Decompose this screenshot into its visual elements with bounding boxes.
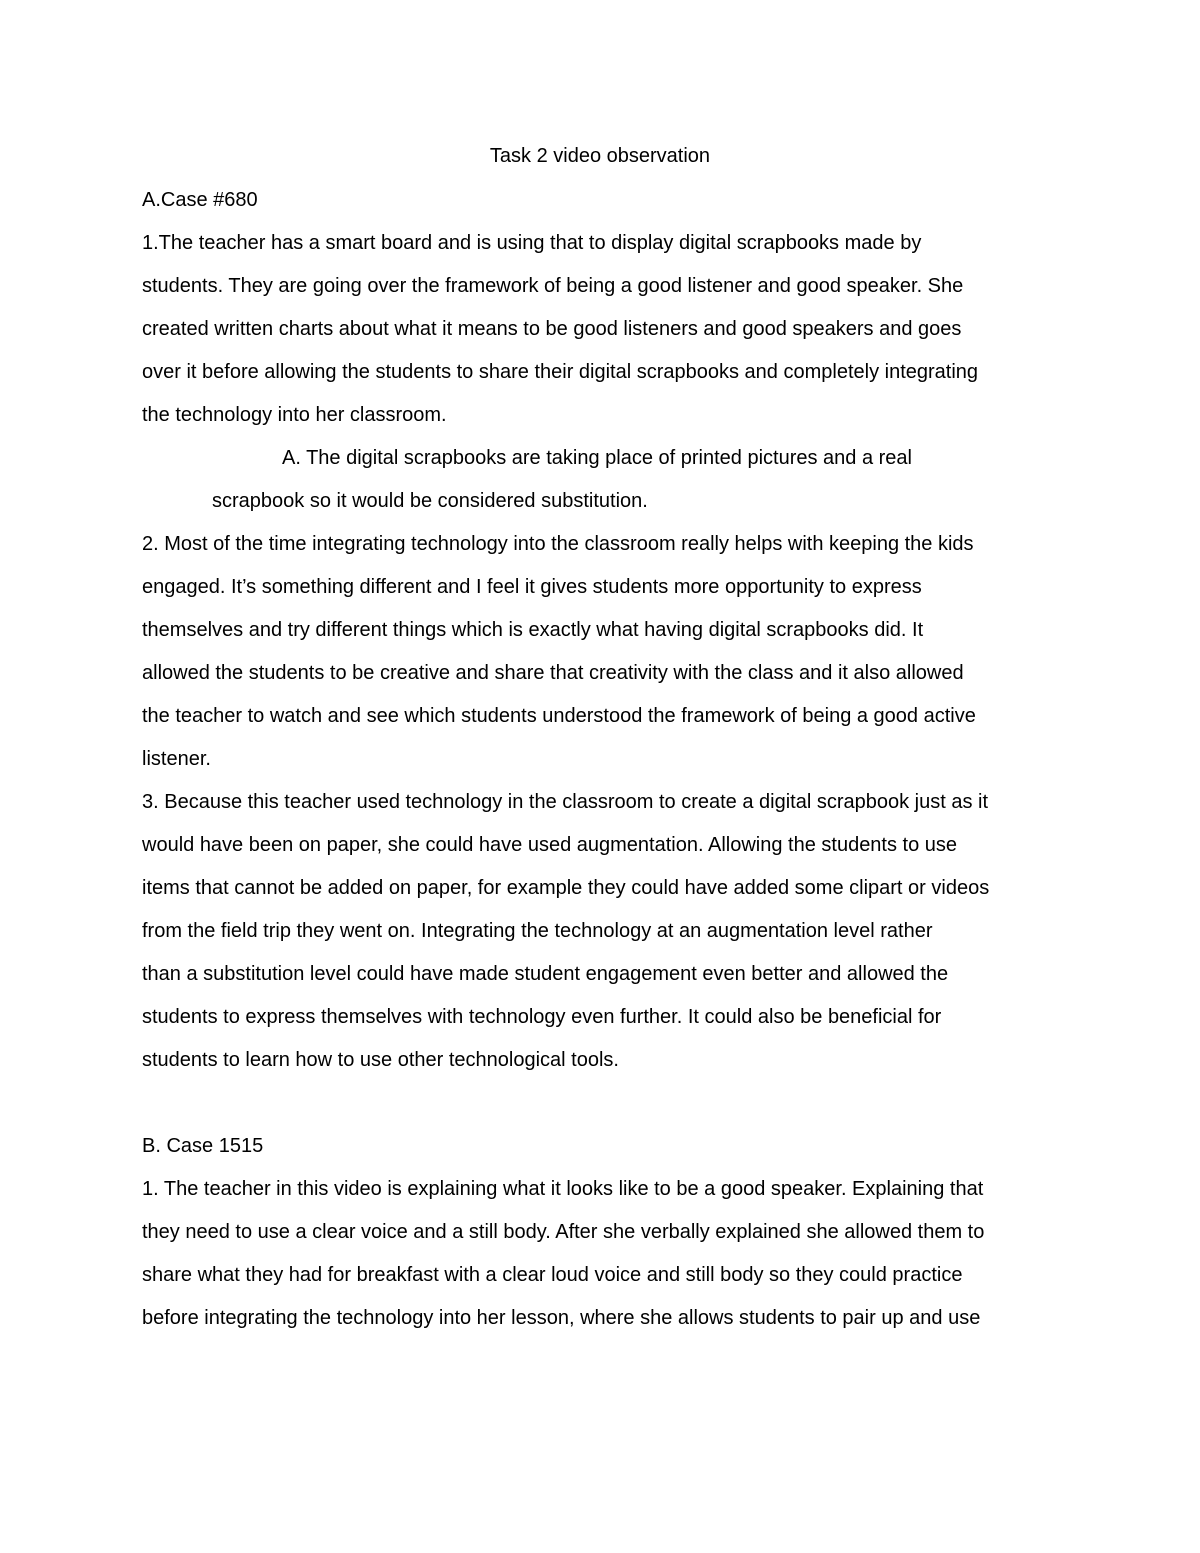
case-a-q3-line: than a substitution level could have made student engagement even better and allowed the [142, 963, 949, 985]
case-a-q3-line: students to learn how to use other technological tools. [142, 1049, 619, 1071]
case-a-q3-line: 3. Because this teacher used technology in the classroom to create a digital scrapbook just as it [142, 791, 989, 813]
case-a-q3-line: items that cannot be added on paper, for example they could have added some clipart or videos [142, 877, 990, 899]
case-a-q2-line: 2. Most of the time integrating technology into the classroom really helps with keeping the kids [142, 533, 974, 555]
case-a-q1-line: the technology into her classroom. [142, 404, 447, 426]
case-b-heading: B. Case 1515 [142, 1135, 264, 1157]
case-a-q2-line: engaged. It’s something different and I feel it gives students more opportunity to express [142, 576, 922, 598]
case-a-q1-line: over it before allowing the students to share their digital scrapbooks and completely integrating [142, 361, 979, 383]
case-a-q3-line: would have been on paper, she could have used augmentation. Allowing the students to use [142, 834, 958, 856]
case-a-q2-line: themselves and try different things which is exactly what having digital scrapbooks did. It [142, 619, 924, 641]
case-b-q1-line: before integrating the technology into her lesson, where she allows students to pair up and use [142, 1307, 981, 1329]
case-a-q2-line: the teacher to watch and see which students understood the framework of being a good active [142, 705, 976, 727]
case-a-subpoint-line: scrapbook so it would be considered substitution. [212, 490, 648, 512]
case-a-q3-line: students to express themselves with technology even further. It could also be beneficial for [142, 1006, 942, 1028]
case-a-section [142, 179, 1062, 1082]
case-a-q2-line: listener. [142, 748, 211, 770]
case-b-section [142, 1125, 1062, 1340]
case-a-q2-line: allowed the students to be creative and share that creativity with the class and it also allowed [142, 662, 964, 684]
case-b-q1-line: 1. The teacher in this video is explaining what it looks like to be a good speaker. Explaining that [142, 1178, 984, 1200]
case-a-subpoint-line: A. The digital scrapbooks are taking place of printed pictures and a real [282, 447, 912, 469]
case-a-q3-line: from the field trip they went on. Integrating the technology at an augmentation level rather [142, 920, 933, 942]
case-a-q1-line: 1.The teacher has a smart board and is using that to display digital scrapbooks made by [142, 232, 922, 254]
case-a-heading: A.Case #680 [142, 189, 258, 211]
case-a-q1-line: created written charts about what it means to be good listeners and good speakers and goes [142, 318, 962, 340]
case-b-q1-line: they need to use a clear voice and a still body. After she verbally explained she allowed them to [142, 1221, 985, 1243]
case-b-q1-line: share what they had for breakfast with a clear loud voice and still body so they could practice [142, 1264, 963, 1286]
case-a-q1-line: students. They are going over the framework of being a good listener and good speaker. She [142, 275, 964, 297]
document-title: Task 2 video observation [489, 145, 711, 167]
